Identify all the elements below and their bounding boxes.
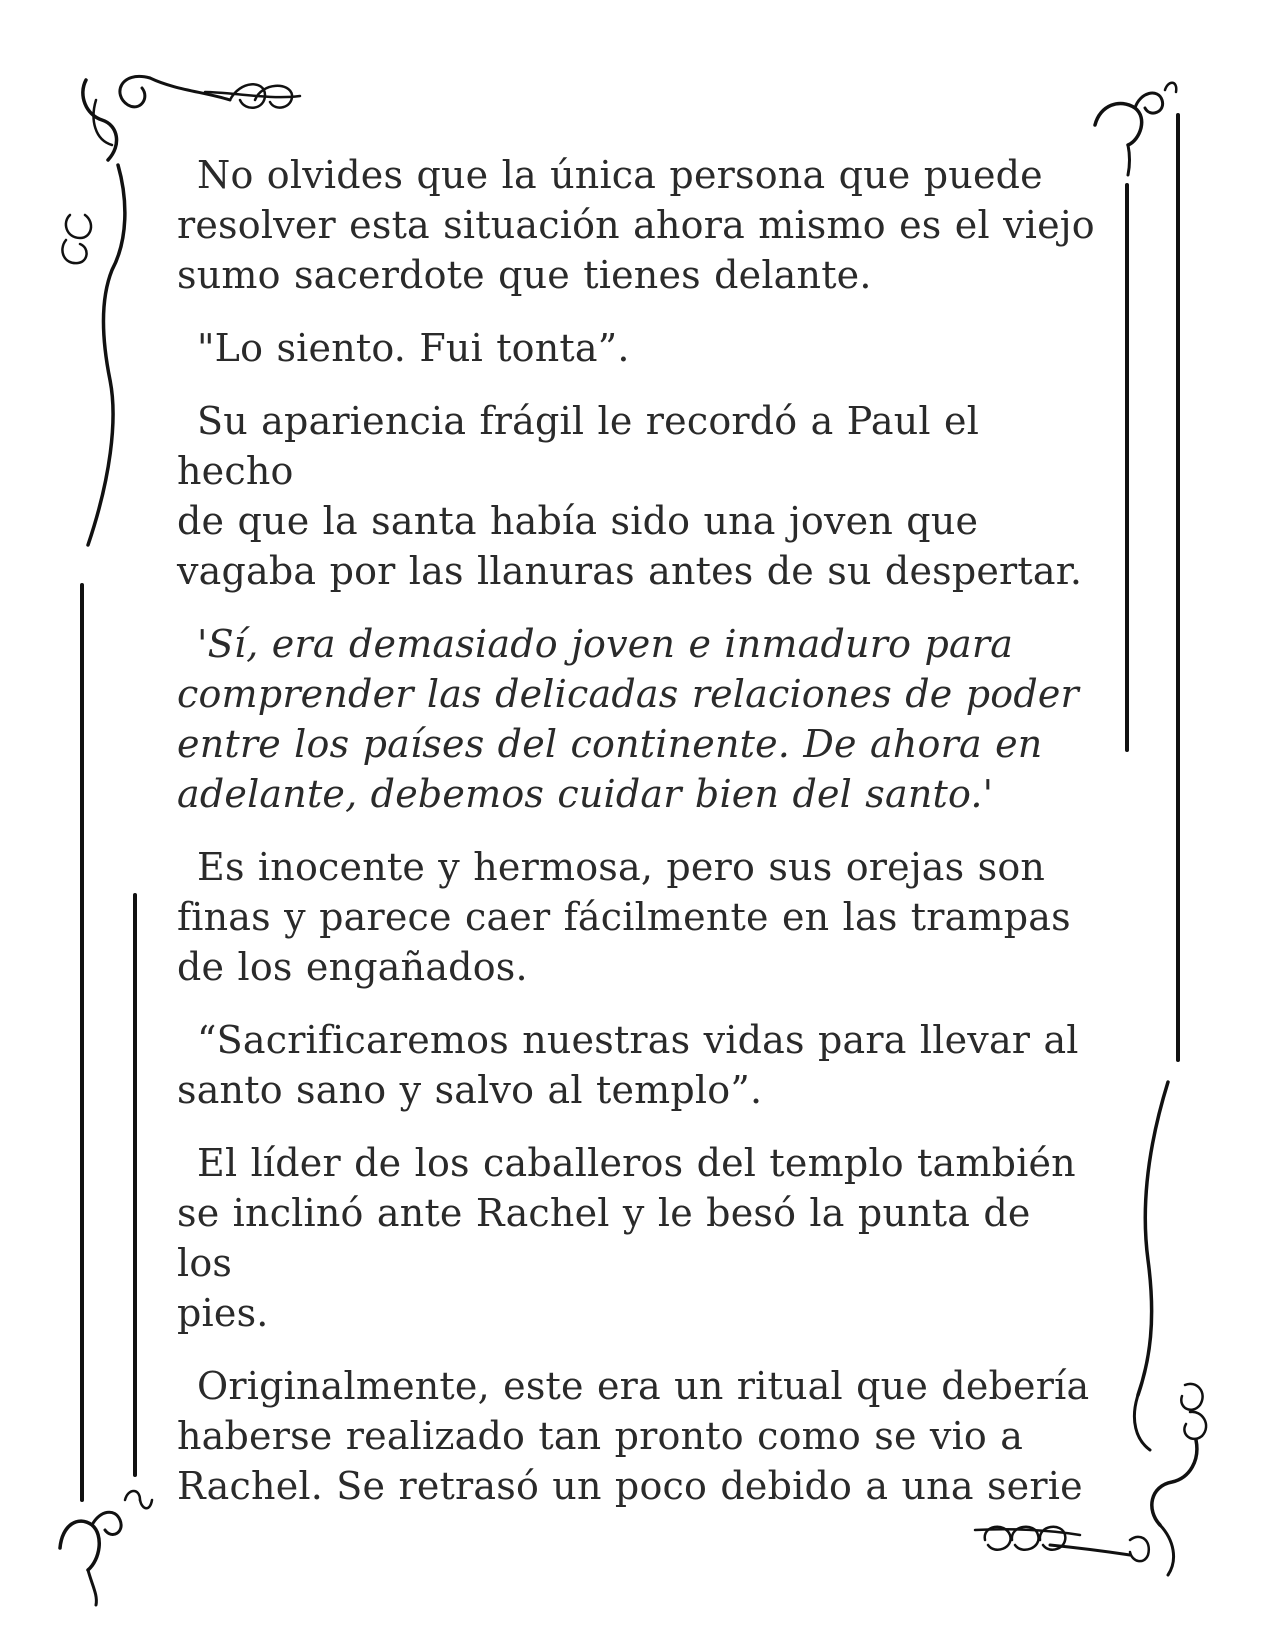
text-line: vagaba por las llanuras antes de su despertar. (177, 549, 1083, 593)
paragraph (177, 396, 1097, 596)
text-line: de los engañados. (177, 945, 528, 989)
text-line: comprender las delicadas relaciones de poder (177, 672, 1079, 716)
text-line: “Sacrificaremos nuestras vidas para llevar al (197, 1018, 1079, 1062)
text-column (177, 150, 1097, 1534)
text-line: Originalmente, este era un ritual que debería (197, 1364, 1090, 1408)
text-line: santo sano y salvo al templo”. (177, 1068, 763, 1112)
text-line: sumo sacerdote que tienes delante. (177, 253, 872, 297)
text-line: 'Sí, era demasiado joven e inmaduro para (197, 622, 1014, 666)
paragraph (177, 1138, 1097, 1338)
text-line: adelante, debemos cuidar bien del santo.' (177, 772, 994, 816)
text-line: Su apariencia frágil le recordó a Paul el hecho (177, 399, 980, 493)
text-line: No olvides que la única persona que puede (197, 153, 1043, 197)
text-line: Es inocente y hermosa, pero sus orejas son (197, 845, 1046, 889)
text-line: se inclinó ante Rachel y le besó la punta de los (177, 1191, 1031, 1285)
text-line: haberse realizado tan pronto como se vio a (177, 1414, 1024, 1458)
text-line: de que la santa había sido una joven que (177, 499, 979, 543)
paragraph (177, 1015, 1097, 1115)
flourish-bottom-left (60, 1491, 152, 1605)
paragraph (177, 1361, 1097, 1511)
text-line: entre los países del continente. De ahora en (177, 722, 1043, 766)
text-line: resolver esta situación ahora mismo es el viejo (177, 203, 1095, 247)
text-line: El líder de los caballeros del templo también (197, 1141, 1076, 1185)
text-line: "Lo siento. Fui tonta”. (197, 326, 630, 370)
paragraph (177, 619, 1097, 819)
text-line: pies. (177, 1291, 269, 1335)
paragraph (177, 150, 1097, 300)
flourish-top-right (1095, 83, 1176, 175)
text-line: finas y parece caer fácilmente en las trampas (177, 895, 1071, 939)
text-line: Rachel. Se retrasó un poco debido a una serie (177, 1464, 1083, 1508)
paragraph (177, 842, 1097, 992)
paragraph (177, 323, 1097, 373)
